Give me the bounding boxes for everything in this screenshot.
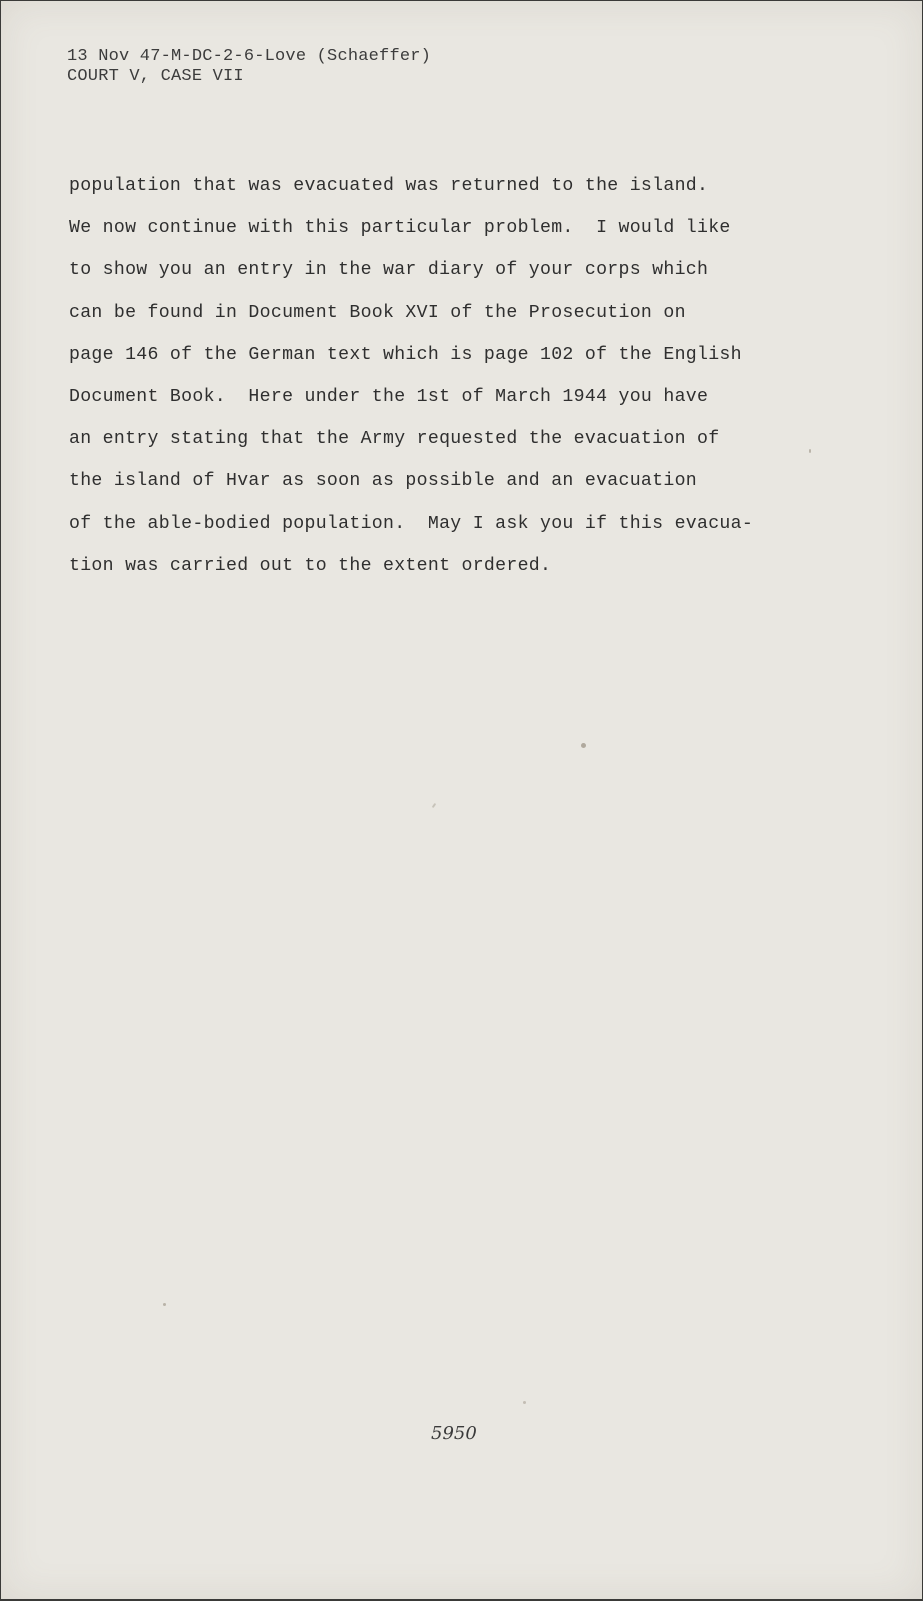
- header-court-line: COURT V, CASE VII: [67, 67, 244, 86]
- body-line: We now continue with this particular problem. I would like: [69, 218, 731, 239]
- paper-speck: [523, 1401, 526, 1404]
- paper-speck: [163, 1303, 166, 1306]
- body-line: an entry stating that the Army requested the evacuation of: [69, 429, 720, 450]
- body-line: can be found in Document Book XVI of the Prosecution on: [69, 302, 686, 323]
- paper-speck: [809, 449, 811, 453]
- page-number: 5950: [431, 1423, 477, 1444]
- body-line: to show you an entry in the war diary of your corps which: [69, 260, 709, 281]
- paper-speck: [432, 803, 437, 808]
- transcript-body: [69, 165, 869, 587]
- body-line: the island of Hvar as soon as possible and an evacuation: [69, 471, 697, 492]
- body-line: tion was carried out to the extent ordered.: [69, 555, 552, 576]
- body-line: of the able-bodied population. May I ask you if this evacua-: [69, 513, 754, 534]
- body-line: page 146 of the German text which is page 102 of the English: [69, 344, 742, 365]
- header-date-line: 13 Nov 47-M-DC-2-6-Love (Schaeffer): [67, 47, 432, 66]
- body-line: Document Book. Here under the 1st of March 1944 you have: [69, 387, 709, 408]
- paper-speck: [581, 743, 586, 748]
- body-line: population that was evacuated was returned to the island.: [69, 176, 709, 196]
- document-header: [67, 47, 431, 87]
- document-page: [1, 1, 922, 1599]
